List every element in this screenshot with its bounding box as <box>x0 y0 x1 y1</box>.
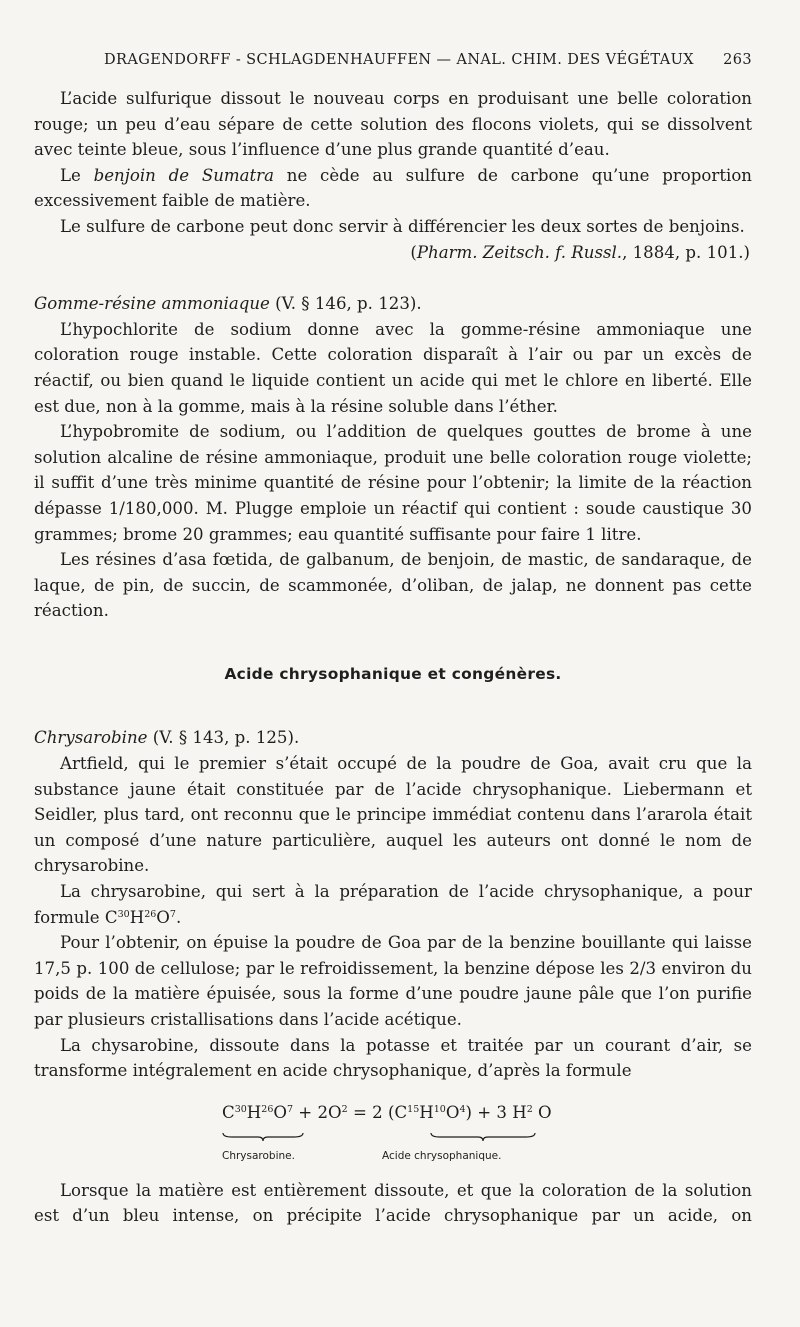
ref-detail: , 1884, p. 101.) <box>622 242 750 262</box>
ref-journal: Pharm. Zeitsch. f. Russl. <box>416 242 623 262</box>
paragraph-formula <box>34 879 752 930</box>
italic-term: Chrysarobine <box>34 728 148 748</box>
text: (V. § 143, p. 125). <box>147 728 300 748</box>
paragraph-dissolution: Lorsque la matière est entièrement dissoute, et que la coloration de la solution est d’un bleu intense, on précipite l’acide chrysophanique par un acide, on <box>34 1180 752 1226</box>
paragraph-artfield: Artfield, qui le premier s’était occupé de la poudre de Goa, avait cru que la substance jaune était constituée par de l’acide chrysophanique. Liebermann et Seidler, plus tard, ont reconnu que le principe immédiat contenu dans l’ararola était un composé d’une nature particulière, auquel les auteurs ont donné le nom de chrysarobine. <box>34 754 752 876</box>
italic-term: benjoin de Sumatra <box>93 165 274 185</box>
paragraph-preparation: Pour l’obtenir, on épuise la poudre de Goa par de la benzine bouillante qui laisse 17,5 p. 100 de cellulose; par le refroidissement, la benzine dépose les 2/3 environ du poids de la matière épuisée, sous la forme d’une poudre jaune pâle que l’on purifie par plusieurs cristallisations dans l’acide acétique. <box>34 933 752 1029</box>
spacer <box>34 1170 752 1178</box>
page-number: 263 <box>723 52 752 68</box>
label-chrysarobine: Chrysarobine. <box>222 1149 295 1162</box>
paragraph-carbon-sulfide: Le sulfure de carbone peut donc servir à différencier les deux sortes de benjoins. <box>60 216 745 236</box>
page-body <box>34 86 752 1229</box>
paragraph-transformation: La chysarobine, dissoute dans la potasse et traitée par un courant d’air, se transforme intégralement en acide chrysophanique, d’après la formule <box>34 1035 752 1081</box>
text: Le <box>60 165 81 185</box>
subhead-gomme-resine <box>34 291 752 317</box>
text: ne cède au sulfure de carbone qu’une proportion excessivement faible de matière. <box>34 165 752 211</box>
running-title: DRAGENDORFF - SCHLAGDENHAUFFEN — ANAL. CHIM. DES VÉGÉTAUX <box>104 52 694 68</box>
paragraph-resines-list: Les résines d’asa fœtida, de galbanum, de benjoin, de mastic, de sandaraque, de laque, de pin, de succin, de scammonée, d’oliban, de jalap, ne donnent pas cette réaction. <box>34 550 752 621</box>
subhead-chrysarobine <box>34 725 752 751</box>
chemical-equation <box>34 1092 752 1170</box>
brace-right <box>430 1132 536 1142</box>
text: (V. § 146, p. 123). <box>269 294 422 314</box>
running-header <box>104 52 752 74</box>
italic-term: Gomme-résine ammoniaque <box>34 294 270 314</box>
spacer <box>34 265 752 291</box>
section-heading: Acide chrysophanique et congénères. <box>224 664 562 683</box>
formula: $C^{30}H^{26}O^7$. <box>104 907 182 927</box>
spacer <box>34 687 752 725</box>
paragraph-sulfuric-acid: L’acide sulfurique dissout le nouveau corps en produisant une belle coloration rouge; un peu d’eau sépare de cette solution des flocons violets, qui se dissolvent avec teinte bleue, sous l’influence d’une plus grande quantité d’eau. <box>34 89 752 160</box>
label-acide-chrysophanique: Acide chrysophanique. <box>382 1149 502 1162</box>
paragraph-benjoin-sumatra <box>34 163 752 214</box>
ref-open: ( <box>410 242 417 262</box>
text: La chrysarobine, qui sert à la préparation de l’acide chrysophanique, a pour formule <box>34 882 752 927</box>
spacer <box>34 624 752 662</box>
equation-line: $C^{30}H^{26}O^7 + 2O^2 = 2$ $(C^{15}H^{10}O^4) + 3$ $H^2$ O <box>222 1102 552 1122</box>
paragraph-hypochlorite: L’hypochlorite de sodium donne avec la gomme-résine ammoniaque une coloration rouge instable. Cette coloration disparaît à l’air ou par un excès de réactif, ou bien quand le liquide contient un acide qui met le chlore en liberté. Elle est due, non à la gomme, mais à la résine soluble dans l’éther. <box>34 319 752 416</box>
reference-pharm-zeitsch <box>34 240 752 266</box>
brace-left <box>222 1132 304 1142</box>
paragraph-hypobromite: L’hypobromite de sodium, ou l’addition de quelques gouttes de brome à une solution alcaline de résine ammoniaque, produit une belle coloration rouge violette; il suffit d’une très minime quantité de résine pour l’obtenir; la limite de la réaction dépasse 1/180,000. M. Plugge emploie un réactif qui contient : soude caustique 30 grammes; brome 20 grammes; eau quantité suffisante pour faire 1 litre. <box>34 422 752 544</box>
